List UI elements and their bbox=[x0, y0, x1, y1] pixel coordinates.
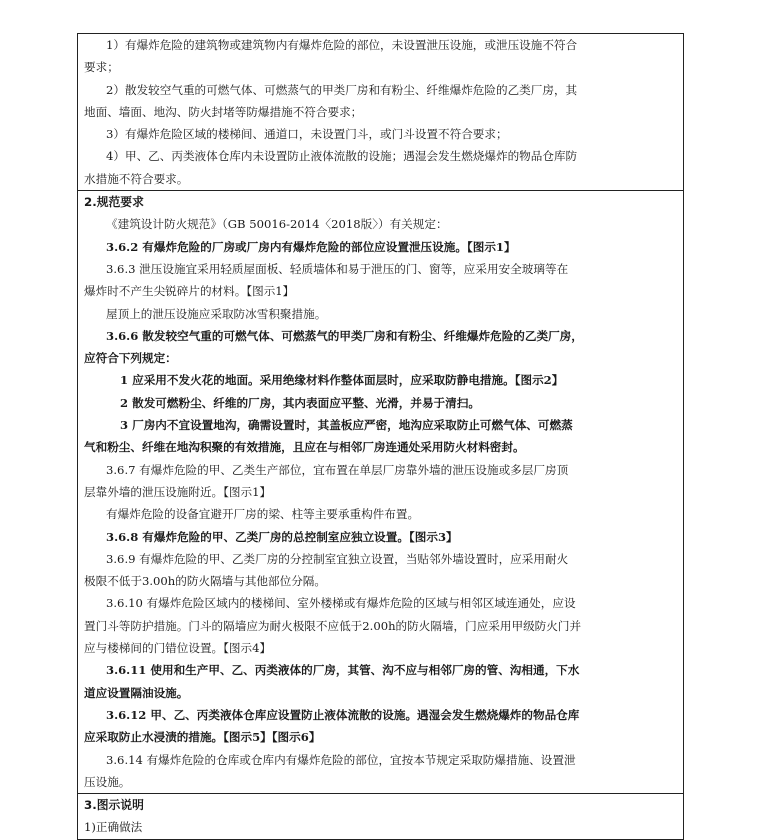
clause-3-6-12-line1: 3.6.12 甲、乙、丙类液体仓库应设置防止液体流散的设施。遇湿会发生燃烧爆炸的物品仓库 bbox=[106, 707, 580, 722]
clause-3-6-9-line2: 极限不低于3.00h的防火隔墙与其他部位分隔。 bbox=[84, 574, 326, 589]
problems-cell bbox=[78, 34, 683, 191]
clause-3-6-9-line1: 3.6.9 有爆炸危险的甲、乙类厂房的分控制室宜独立设置，当贴邻外墙设置时，应采用耐火 bbox=[106, 551, 569, 566]
clause-3-6-10-line1: 3.6.10 有爆炸危险区域内的楼梯间、室外楼梯或有爆炸危险的区域与相邻区域连通处，应设 bbox=[106, 596, 576, 611]
clause-3-6-6-line1: 3.6.6 散发较空气重的可燃气体、可燃蒸气的甲类厂房和有粉尘、纤维爆炸危险的乙类厂房， bbox=[106, 328, 583, 343]
clause-3-6-11-line2: 道应设置隔油设施。 bbox=[84, 685, 189, 700]
problem-1-line2: 要求； bbox=[84, 60, 119, 75]
problem-4-line2: 水措施不符合要求。 bbox=[84, 171, 189, 186]
illustration-cell bbox=[78, 794, 683, 839]
clause-3-6-10-line3: 应与楼梯间的门错位设置。【图示4】 bbox=[84, 641, 272, 656]
requirements-cell bbox=[78, 191, 683, 794]
clause-3-6-10-line2: 置门斗等防护措施。门斗的隔墙应为耐火极限不应低于2.00h的防火隔墙，门应采用甲级防火门并 bbox=[84, 618, 582, 633]
spec-table bbox=[77, 33, 684, 840]
clause-3-6-6-item2: 2 散发可燃粉尘、纤维的厂房，其内表面应平整、光滑，并易于清扫。 bbox=[120, 395, 480, 410]
problem-4-line1: 4）甲、乙、丙类液体仓库内未设置防止液体流散的设施；遇湿会发生燃烧爆炸的物品仓库防 bbox=[106, 149, 578, 164]
problem-2-line1: 2）散发较空气重的可燃气体、可燃蒸气的甲类厂房和有粉尘、纤维爆炸危险的乙类厂房，其 bbox=[106, 82, 578, 97]
problem-3-line1: 3）有爆炸危险区域的楼梯间、通道口，未设置门斗，或门斗设置不符合要求； bbox=[106, 127, 508, 142]
clause-3-6-6-item3-line1: 3 厂房内不宜设置地沟，确需设置时，其盖板应严密，地沟应采取防止可燃气体、可燃蒸 bbox=[120, 418, 573, 433]
clause-3-6-12-line2: 应采取防止水浸渍的措施。【图示5】【图示6】 bbox=[84, 730, 321, 745]
clause-3-6-6-item1: 1 应采用不发火花的地面。采用绝缘材料作整体面层时，应采取防静电措施。【图示2】 bbox=[120, 373, 564, 388]
correct-practice-label: 1)正确做法 bbox=[84, 820, 143, 835]
clause-3-6-3-line2: 爆炸时不产生尖锐碎片的材料。【图示1】 bbox=[84, 284, 295, 299]
clause-3-6-6-line2: 应符合下列规定： bbox=[84, 351, 177, 366]
code-intro: 《建筑设计防火规范》（GB 50016-2014〈2018版〉）有关规定： bbox=[106, 217, 448, 232]
illustration-heading: 3.图示说明 bbox=[84, 798, 144, 813]
clause-3-6-14-line1: 3.6.14 有爆炸危险的仓库或仓库内有爆炸危险的部位，宜按本节规定采取防爆措施、设置泄 bbox=[106, 752, 576, 767]
clause-3-6-11-line1: 3.6.11 使用和生产甲、乙、丙类液体的厂房，其管、沟不应与相邻厂房的管、沟相通，下水 bbox=[106, 663, 580, 678]
equipment-note: 有爆炸危险的设备宜避开厂房的梁、柱等主要承重构件布置。 bbox=[106, 507, 420, 522]
clause-3-6-7-line2: 层靠外墙的泄压设施附近。【图示1】 bbox=[84, 484, 272, 499]
clause-3-6-14-line2: 压设施。 bbox=[84, 774, 131, 789]
roof-relief-note: 屋顶上的泄压设施应采取防冰雪积聚措施。 bbox=[106, 306, 327, 321]
problem-1-line1: 1）有爆炸危险的建筑物或建筑物内有爆炸危险的部位，未设置泄压设施，或泄压设施不符合 bbox=[106, 38, 578, 52]
clause-3-6-2: 3.6.2 有爆炸危险的厂房或厂房内有爆炸危险的部位应设置泄压设施。【图示1】 bbox=[106, 239, 516, 254]
problem-2-line2: 地面、墙面、地沟、防火封堵等防爆措施不符合要求； bbox=[84, 104, 363, 119]
clause-3-6-3-line1: 3.6.3 泄压设施宜采用轻质屋面板、轻质墙体和易于泄压的门、窗等，应采用安全玻璃等在 bbox=[106, 261, 569, 276]
requirements-heading: 2.规范要求 bbox=[84, 195, 144, 210]
clause-3-6-6-item3-line2: 气和粉尘、纤维在地沟积聚的有效措施，且应在与相邻厂房连通处采用防火材料密封。 bbox=[84, 440, 525, 455]
clause-3-6-7-line1: 3.6.7 有爆炸危险的甲、乙类生产部位，宜布置在单层厂房靠外墙的泄压设施或多层厂房顶 bbox=[106, 462, 569, 477]
clause-3-6-8: 3.6.8 有爆炸危险的甲、乙类厂房的总控制室应独立设置。【图示3】 bbox=[106, 529, 458, 544]
